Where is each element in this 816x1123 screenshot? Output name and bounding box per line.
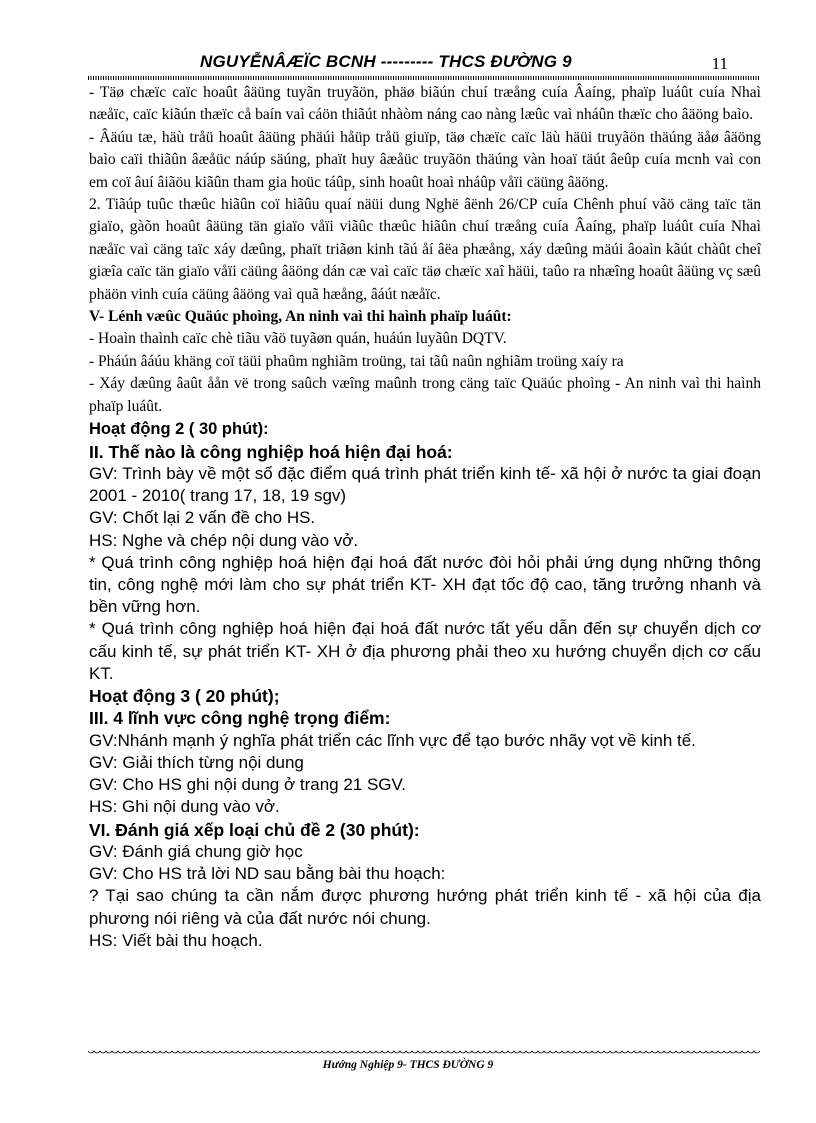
- page-body: [89, 82, 761, 952]
- list-item: - Hoaìn thaình caïc chè tiãu vãö tuyãøn quán, huáún luyãûn DQTV.: [89, 330, 507, 348]
- section-iii-title: III. 4 lĩnh vực công nghệ trọng điểm:: [89, 708, 391, 729]
- paragraph: - Âäúu tæ, häù tråü hoaût âäüng phäúi håüp tråü giuïp, täø chæïc caïc läù häüi truyãön thäúng äåø âäöng baìo caïi thiãûn âæåüc náúp säúng, phaït huy âæåüc truyãön thäúng vàn hoaï täút âeûp cuía mcnh vaì con em coï âuí âiãöu kiãûn tham gia hoüc táûp, sinh hoaût hoaì nháûp våïi cäüng âäöng.: [89, 128, 761, 191]
- list-item: - Xáy dæûng âaût åån vë trong saûch væîng maûnh trong cäng taïc Quäúc phoìng - An ninh vaì thi haình phaïp luáût.: [89, 375, 761, 415]
- text-line: HS: Nghe và chép nội dung vào vở.: [89, 530, 359, 550]
- header-divider: [88, 76, 760, 80]
- paragraph: - Täø chæïc caïc hoaût âäüng tuyãn truyãön, phäø biãún chuí træång cuía Âaíng, phaïp luáût cuía Nhaì næåïc, caïc kiãún thæïc cå baín vaì cáön thiãút nhàòm náng cao nàng læûc vaì nháûn thæïc cho âäöng baìo.: [89, 84, 761, 124]
- text-line: * Quá trình công nghiệp hoá hiện đại hoá đất nước đòi hỏi phải ứng dụng những thông tin, công nghệ mới làm cho sự phát triển KT- XH đạt tốc độ cao, tăng trưởng nhanh và bền vững hơn.: [89, 552, 761, 617]
- text-line: GV: Cho HS trả lời ND sau bằng bài thu hoạch:: [89, 864, 446, 884]
- text-line: GV:Nhánh mạnh ý nghĩa phát triển các lĩnh vực để tạo bước nhãy vọt về kinh tế.: [89, 730, 696, 750]
- text-line: GV: Giải thích từng nội dung: [89, 752, 304, 772]
- page-header: [90, 52, 760, 74]
- text-line: HS: Ghi nội dung vào vở.: [89, 797, 280, 817]
- text-line: GV: Đánh giá chung giờ học: [89, 841, 303, 861]
- activity-2-heading: Hoạt động 2 ( 30 phút):: [89, 420, 269, 439]
- text-line: GV: Chốt lại 2 vấn đề cho HS.: [89, 508, 316, 528]
- footer-text: Hướng Nghiệp 9- THCS ĐƯỜNG 9: [322, 1059, 494, 1071]
- header-title: NGUYỄNÂÆÏC BCNH --------- THCS ĐƯỜNG 9: [200, 52, 572, 71]
- activity-3-heading: Hoạt động 3 ( 20 phút);: [89, 685, 280, 706]
- footer-wavy-divider: [88, 1049, 760, 1057]
- text-line: GV: Trình bày về một số đặc điểm quá trình phát triển kinh tế- xã hội ở nước ta giai đoạn 2001 - 2010( trang 17, 18, 19 sgv): [89, 463, 761, 506]
- section-ii-title: II. Thế nào là công nghiệp hoá hiện đại hoá:: [89, 441, 453, 462]
- section-vi-title: VI. Đánh giá xếp loại chủ đề 2 (30 phút):: [89, 819, 420, 840]
- text-line: * Quá trình công nghiệp hoá hiện đại hoá đất nước tất yếu dẫn đến sự chuyển dịch cơ cấu kinh tế, sự phát triển KT- XH ở địa phương phải theo xu hướng chuyển dịch cơ cấu KT.: [89, 619, 761, 683]
- section-v-heading: V- Lénh væûc Quäúc phoìng, An ninh vaì thi haình phaïp luáût:: [89, 308, 512, 326]
- page-number: 11: [711, 54, 728, 73]
- text-line: GV: Cho HS ghi nội dung ở trang 21 SGV.: [89, 775, 407, 795]
- paragraph: 2. Tiãúp tuûc thæûc hiãûn coï hiãûu quaí näüi dung Nghë âënh 26/CP cuía Chênh phuí vãö cäng taïc tän giaïo, gàõn hoaût âäüng tän giaïo våïi viãûc thæûc hiãûn chuí træång cuía Âaíng, phaïp luáût cuía Nhaì næåïc vaì cäng taïc xáy dæûng, phaït triãøn kinh tãú åí âëa phæång, xáy dæûng mäúi âoaìn kãút chàût cheî giæîa caïc tän giaïo våïi cäüng âäöng dán cæ vaì caïc täø chæïc xaî häüi, taûo ra nhæîng hoaût âäüng vç sæû phäön vinh cuía cäüng âäöng vaì quã hæång, âáút næåïc.: [89, 196, 761, 303]
- text-line: ? Tại sao chúng ta cần nắm được phương hướng phát triển kinh tế - xã hội của địa phương nói riêng và của đất nước nói chung.: [89, 886, 761, 928]
- list-item: - Pháún âáúu khäng coï täüi phaûm nghiãm troüng, tai tãû naûn nghiãm troüng xaíy ra: [89, 352, 624, 370]
- text-line: HS: Viết bài thu hoạch.: [89, 930, 263, 950]
